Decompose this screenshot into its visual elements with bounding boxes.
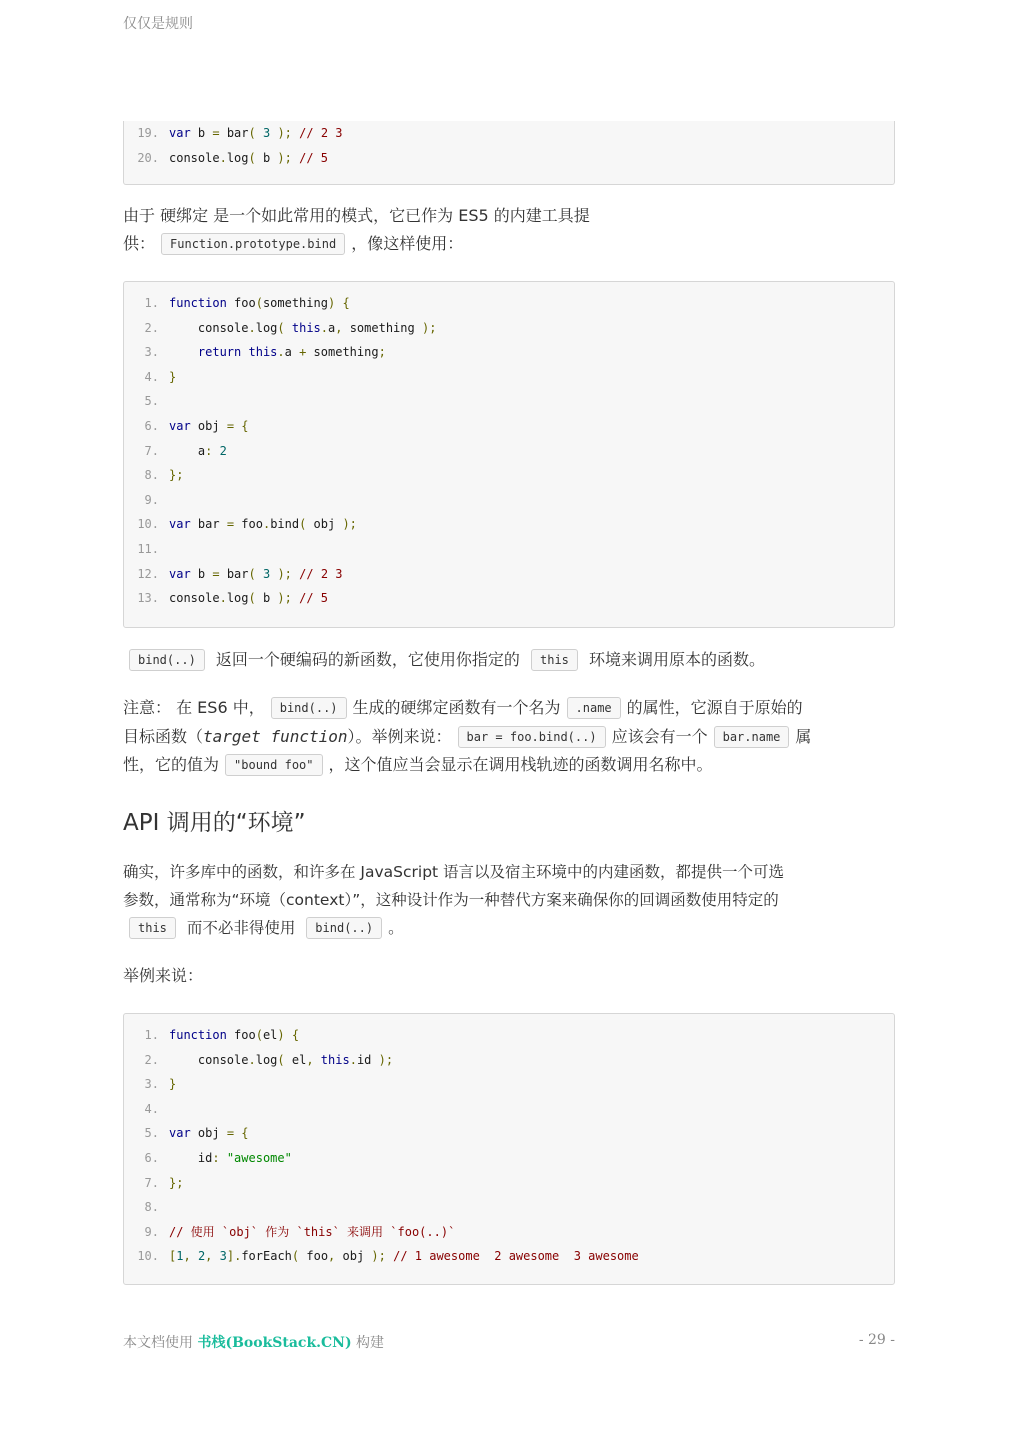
line-number: 8. [144, 1200, 159, 1215]
code-text [169, 463, 183, 488]
code-token: // 使用 `obj` 作为 `this` 来调用 `foo(..)` [169, 1224, 456, 1239]
code-token: bar [190, 517, 227, 532]
code-token: , [205, 1249, 213, 1264]
code-line [124, 512, 894, 537]
line-number: 13. [137, 591, 159, 606]
paragraph-text: 。 [388, 919, 404, 937]
inline-code: bind(..) [306, 917, 382, 939]
code-line [124, 389, 894, 414]
code-token: ); [378, 1052, 394, 1067]
code-token: foo [226, 1028, 256, 1042]
code-text [169, 1121, 249, 1146]
code-text [169, 439, 227, 464]
code-token: = [226, 517, 235, 532]
code-token: obj [190, 418, 227, 433]
paragraph-text: 环境来调用原本的函数。 [589, 650, 766, 669]
paragraph-es6-name-note [123, 694, 895, 780]
code-token: : [205, 443, 213, 458]
code-token: } [169, 1077, 177, 1092]
code-token: something [306, 345, 379, 360]
code-line [124, 1195, 894, 1220]
footer-brand-link[interactable]: 书栈(BookStack.CN) [197, 1335, 352, 1351]
line-number: 3. [144, 1077, 159, 1092]
code-token: log [226, 591, 249, 606]
code-token: ( [248, 591, 256, 606]
code-text [169, 365, 176, 390]
code-line [124, 439, 894, 464]
code-line [124, 1072, 894, 1097]
section-heading: API 调用的“环境” [123, 810, 306, 836]
code-token: console [169, 320, 249, 335]
code-token [285, 1028, 292, 1042]
code-token: , [306, 1052, 314, 1067]
code-token: a [169, 443, 206, 458]
code-token: ( [255, 1028, 263, 1042]
code-token: { [241, 418, 249, 433]
code-token [212, 444, 219, 458]
line-number: 9. [144, 492, 159, 507]
code-text [169, 1072, 176, 1097]
code-token: } [169, 369, 177, 384]
code-token: id [356, 1052, 379, 1067]
code-token: this [248, 345, 278, 360]
code-token: ); [371, 1249, 386, 1264]
code-token: something [342, 320, 422, 335]
paragraph-text: ，像这样使用： [351, 234, 464, 253]
inline-code: .name [567, 697, 621, 719]
code-token: 3 [219, 1249, 227, 1264]
code-token: }; [169, 468, 184, 483]
code-text [169, 1146, 292, 1171]
code-line [124, 1244, 894, 1269]
code-token: ( [248, 150, 256, 165]
inline-code: Function.prototype.bind [161, 233, 345, 255]
code-text [169, 562, 343, 587]
code-line [124, 488, 894, 513]
code-token: console [169, 150, 220, 165]
code-token: // 5 [299, 150, 329, 165]
code-token [241, 345, 248, 359]
code-line [124, 121, 894, 146]
code-line [124, 1097, 894, 1122]
code-token: ) [327, 296, 336, 310]
code-token: , [335, 320, 343, 335]
code-token: id [169, 1150, 213, 1165]
code-token: . [277, 345, 285, 360]
code-token: log [255, 320, 278, 335]
code-text [169, 586, 328, 611]
code-line [124, 586, 894, 611]
code-text [169, 512, 357, 537]
code-token: . [219, 150, 227, 165]
code-token: = [212, 566, 220, 581]
code-text [169, 340, 386, 365]
code-token: ); [421, 320, 437, 335]
code-line [124, 1146, 894, 1171]
code-token: 3 [262, 126, 271, 140]
code-token: obj [306, 517, 343, 532]
code-token: ; [378, 345, 386, 360]
inline-code: bind(..) [129, 649, 205, 671]
inline-code: this [531, 649, 578, 671]
paragraph-text: 由于 硬绑定 是一个如此常用的模式，它已作为 ES5 的内建工具提 [123, 206, 590, 225]
line-number: 19. [137, 126, 159, 140]
code-text [169, 316, 436, 341]
code-text [169, 291, 350, 316]
paragraph-text: 供： [123, 234, 156, 253]
code-line [124, 1171, 894, 1196]
code-token: foo [299, 1249, 329, 1264]
code-token: var [169, 566, 191, 581]
code-token [285, 321, 292, 335]
code-token [314, 1053, 321, 1067]
code-token: b [190, 566, 213, 581]
code-token: }; [169, 1175, 184, 1190]
code-token: return [197, 345, 242, 360]
code-token: = [226, 418, 235, 433]
code-token: ( [277, 1052, 285, 1067]
code-token: { [291, 1028, 300, 1042]
code-token [191, 1249, 198, 1263]
code-token [256, 567, 263, 581]
code-token: . [262, 517, 271, 532]
line-number: 5. [144, 1126, 159, 1141]
code-line [124, 463, 894, 488]
code-text [169, 1244, 639, 1269]
paragraph-text: 而不必非得使用 [186, 919, 296, 937]
inline-code: bar.name [714, 726, 790, 748]
code-token: var [169, 126, 191, 140]
paragraph-text: 生成的硬绑定函数有一个名为 [352, 698, 561, 717]
code-token: // 1 awesome 2 awesome 3 awesome [393, 1249, 639, 1264]
code-token: something [262, 296, 328, 310]
code-text [169, 1171, 183, 1196]
paragraph-text: 属 [795, 726, 812, 746]
code-token: // 5 [299, 591, 329, 606]
code-token: b [255, 591, 278, 606]
code-token: ]. [226, 1249, 242, 1264]
paragraph-text: ）。举例来说： [347, 726, 452, 746]
code-token: bind [270, 517, 300, 532]
inline-code: this [129, 917, 176, 939]
code-token: ( [291, 1249, 300, 1264]
code-token: obj [190, 1126, 227, 1141]
line-number: 1. [144, 296, 159, 310]
code-line [124, 291, 894, 316]
code-line [124, 340, 894, 365]
line-number: 6. [144, 1150, 159, 1165]
running-header: 仅仅是规则 [123, 16, 193, 32]
code-block-foreach-context [123, 1013, 895, 1285]
code-token: el [262, 1028, 278, 1042]
code-token: b [190, 126, 213, 140]
code-token: { [241, 1126, 249, 1141]
code-token: forEach [241, 1249, 292, 1264]
code-text [169, 1023, 299, 1048]
code-token: function [169, 1028, 227, 1042]
code-token: ); [277, 566, 292, 581]
paragraph-text: 目标函数（ [123, 726, 204, 746]
footer-text: 构建 [351, 1335, 385, 1351]
code-token [386, 1249, 393, 1263]
paragraph-text: 应该会有一个 [611, 726, 708, 746]
code-token: , [328, 1249, 336, 1264]
code-text [169, 121, 343, 146]
code-token: ); [277, 150, 292, 165]
code-token [212, 1249, 219, 1263]
code-token: ); [277, 591, 292, 606]
line-number: 20. [137, 150, 159, 165]
code-token: a [328, 320, 336, 335]
line-number: 2. [144, 320, 159, 335]
paragraph-bind-returns [123, 646, 895, 674]
code-token: { [342, 296, 350, 310]
line-number: 1. [144, 1028, 159, 1042]
footer-text: 本文档使用 [123, 1335, 198, 1351]
page-number: - 29 - [858, 1332, 895, 1348]
inline-code: "bound foo" [225, 754, 322, 776]
code-token: . [248, 320, 256, 335]
code-token: a [284, 345, 300, 360]
code-token: var [169, 517, 191, 532]
line-number: 11. [137, 541, 159, 556]
code-token: + [299, 345, 307, 360]
code-token [256, 126, 263, 140]
code-token: log [226, 150, 249, 165]
paragraph-text: 确实，许多库中的函数，和许多在 JavaScript 语言以及宿主环境中的内建函数，都提供一个可选 [123, 863, 785, 881]
code-token [169, 345, 198, 359]
code-token: ) [277, 1028, 285, 1042]
line-number: 10. [137, 1249, 159, 1264]
code-token: bar [219, 566, 249, 581]
code-token: . [248, 1052, 256, 1067]
code-token: . [219, 591, 227, 606]
code-token: bar [219, 126, 249, 140]
code-token: , [183, 1249, 191, 1264]
footer-credit [123, 1332, 384, 1352]
code-token: ( [277, 320, 285, 335]
code-line [124, 316, 894, 341]
code-token: foo [234, 517, 263, 532]
paragraph-es5-bind [123, 202, 895, 258]
code-token: function [169, 296, 227, 310]
line-number: 4. [144, 1101, 159, 1116]
paragraph-text: 返回一个硬编码的新函数，它使用你指定的 [215, 650, 520, 669]
code-text [169, 1220, 455, 1245]
code-token: console [169, 1052, 249, 1067]
code-line [124, 1121, 894, 1146]
code-token: // 2 3 [299, 566, 343, 581]
code-token: "awesome" [226, 1150, 292, 1165]
inline-code: bind(..) [271, 697, 347, 719]
code-token: : [212, 1150, 220, 1165]
code-line [124, 1048, 894, 1073]
paragraph-text: 参数，通常称为“环境（context）”，这种设计作为一种替代方案来确保你的回调函数使用特定的 [123, 891, 779, 909]
code-line [124, 1220, 894, 1245]
code-text [169, 414, 249, 439]
code-block-function-bind [123, 281, 895, 628]
code-token: console [169, 591, 220, 606]
code-text [169, 1048, 393, 1073]
code-line [124, 562, 894, 587]
line-number: 4. [144, 369, 159, 384]
code-token: // 2 3 [299, 126, 343, 140]
code-token: log [255, 1052, 278, 1067]
code-line [124, 537, 894, 562]
line-number: 6. [144, 418, 159, 433]
code-token: 2 [197, 1249, 206, 1264]
code-token: . [320, 320, 329, 335]
line-number: 3. [144, 345, 159, 360]
code-token: this [320, 1052, 350, 1067]
code-line [124, 365, 894, 390]
code-token [220, 1151, 227, 1165]
code-token: ( [248, 566, 256, 581]
emphasis-text: target function [203, 726, 348, 746]
line-number: 9. [144, 1224, 159, 1239]
line-number: 10. [137, 517, 159, 532]
code-line [124, 414, 894, 439]
line-number: 12. [137, 566, 159, 581]
line-number: 8. [144, 468, 159, 483]
code-token: b [255, 150, 278, 165]
code-token: foo [226, 296, 256, 310]
code-text [169, 146, 328, 171]
code-token: el [284, 1052, 307, 1067]
code-token: 2 [219, 443, 227, 458]
line-number: 5. [144, 394, 159, 409]
paragraph-api-context [123, 858, 895, 942]
code-token: [ [169, 1249, 177, 1264]
code-line [124, 1023, 894, 1048]
paragraph-text: ，这个值应当会显示在调用栈轨迹的函数调用名称中。 [328, 755, 713, 774]
paragraph-example: 举例来说： [123, 966, 204, 985]
code-token: ( [299, 517, 307, 532]
code-token: 3 [262, 566, 271, 581]
code-token: var [169, 418, 191, 433]
paragraph-text: 性，它的值为 [123, 755, 220, 774]
code-token: this [291, 320, 321, 335]
code-token: = [212, 126, 220, 140]
code-token: obj [335, 1249, 372, 1264]
code-token: ); [342, 517, 357, 532]
code-token: ( [255, 296, 263, 310]
code-line [124, 146, 894, 171]
code-token: var [169, 1126, 191, 1141]
code-block-bind-result [123, 121, 895, 185]
paragraph-text: 注意： 在 ES6 中， [123, 698, 265, 717]
paragraph-text: 的属性，它源自于原始的 [626, 698, 803, 717]
line-number: 7. [144, 1175, 159, 1190]
code-token: . [349, 1052, 357, 1067]
code-token: ); [277, 126, 292, 140]
line-number: 2. [144, 1052, 159, 1067]
code-token: 1 [176, 1249, 184, 1264]
inline-code: bar = foo.bind(..) [458, 726, 606, 748]
line-number: 7. [144, 443, 159, 458]
code-token: = [226, 1126, 235, 1141]
code-token: ( [248, 126, 256, 140]
